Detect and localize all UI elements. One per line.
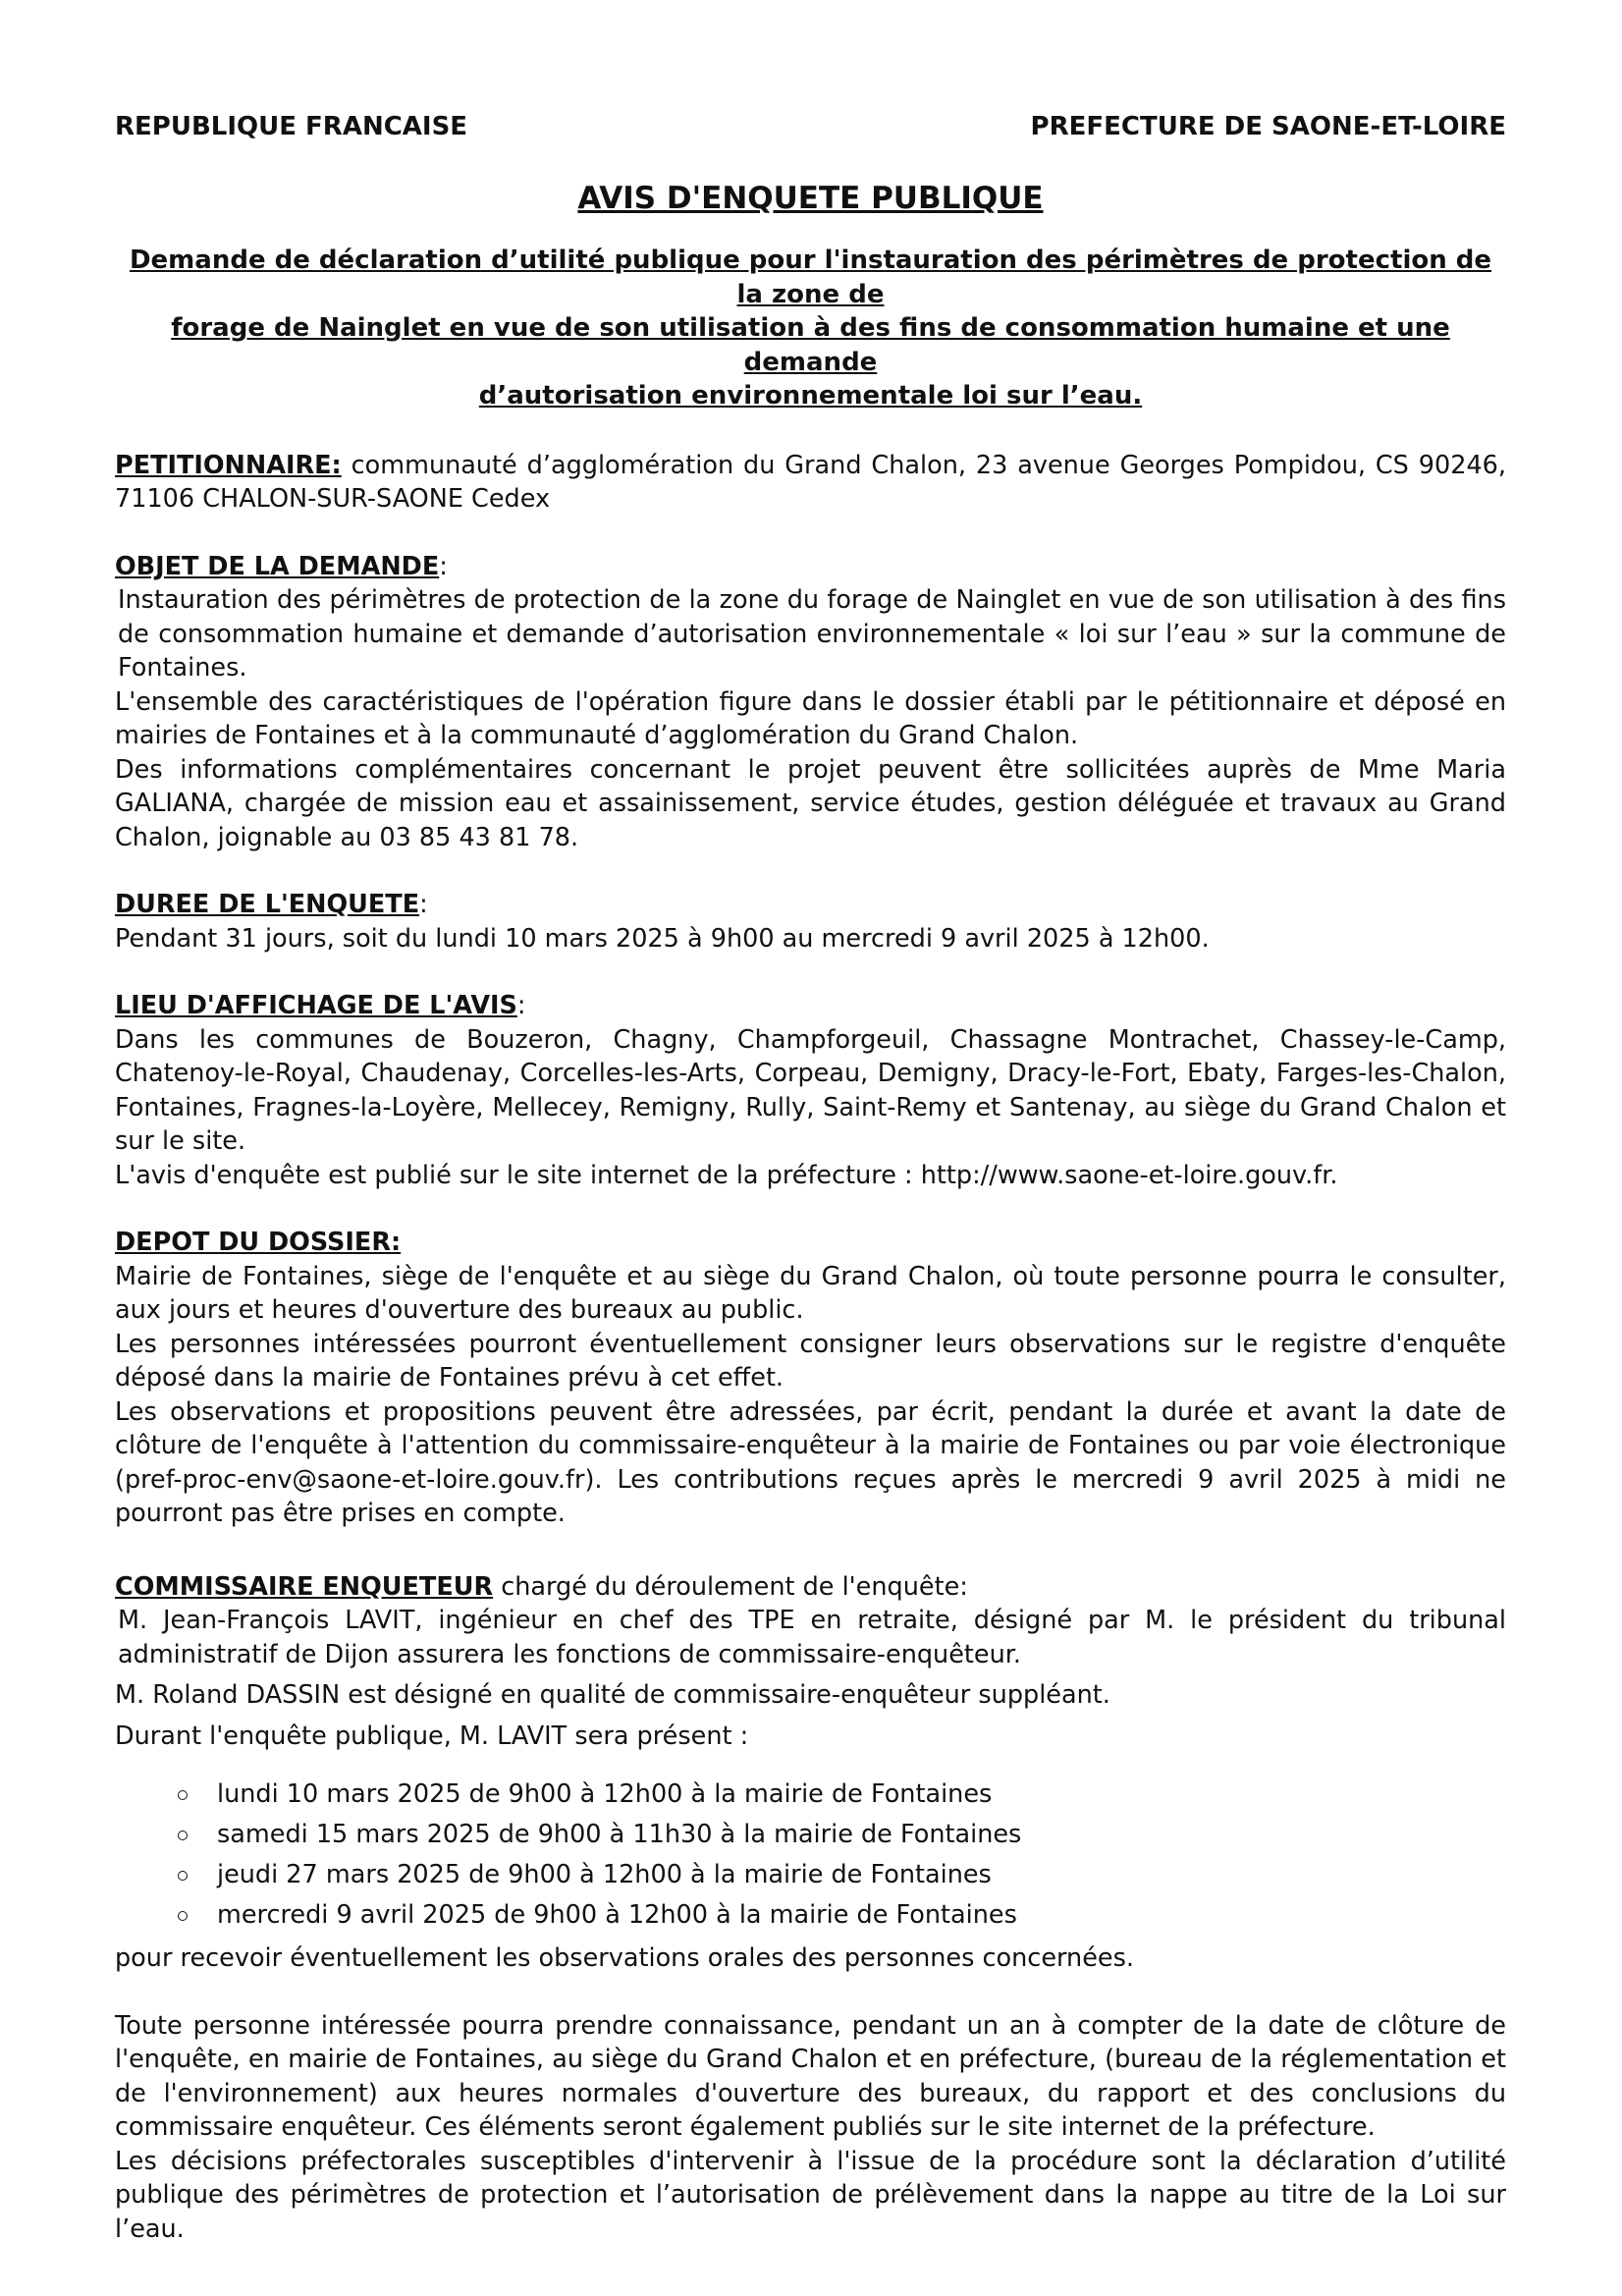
depot-paragraph-2: Les personnes intéressées pourront éventuellement consigner leurs observations sur le registre d'enquête déposé dans la mairie de Fontaines prévu à cet effet.: [115, 1329, 1506, 1393]
subtitle-line-2: forage de Nainglet en vue de son utilisation à des fins de consommation humaine et une demande: [171, 313, 1450, 377]
section-closing: [115, 2009, 1506, 2247]
section-commissaire: [115, 1570, 1506, 1976]
commissaire-paragraph-1: M. Jean-François LAVIT, ingénieur en chef des TPE en retraite, désigné par M. le président du tribunal administratif de Dijon assurera les fonctions de commissaire-enquêteur.: [118, 1606, 1506, 1669]
duree-colon: :: [419, 890, 428, 919]
section-depot: [115, 1226, 1506, 1531]
objet-paragraph-3: Des informations complémentaires concernant le projet peuvent être sollicitées auprès de Mme Maria GALIANA, chargée de mission eau et assainissement, service études, gestion déléguée et travaux au Grand Chalon, joignable au 03 85 43 81 78.: [115, 754, 1506, 852]
commissaire-paragraph-2: M. Roland DASSIN est désigné en qualité de commissaire-enquêteur suppléant.: [115, 1680, 1110, 1710]
schedule-item: mercredi 9 avril 2025 de 9h00 à 12h00 à la mairie de Fontaines: [217, 1895, 1506, 1936]
commissaire-label: COMMISSAIRE ENQUETEUR: [115, 1571, 494, 1602]
schedule-item: samedi 15 mars 2025 de 9h00 à 11h30 à la mairie de Fontaines: [217, 1815, 1506, 1855]
document-header: [115, 110, 1506, 143]
objet-paragraph-1: Instauration des périmètres de protection de la zone du forage de Nainglet en vue de son utilisation à des fins de consommation humaine et demande d’autorisation environnementale « loi sur l’eau » sur la commune de Fontaines.: [118, 585, 1506, 683]
objet-paragraph-2: L'ensemble des caractéristiques de l'opération figure dans le dossier établi par le pétitionnaire et déposé en mairies de Fontaines et à la communauté d’agglomération du Grand Chalon.: [115, 686, 1506, 750]
petitionnaire-label: PETITIONNAIRE:: [115, 450, 342, 480]
petitionnaire-text: communauté d’agglomération du Grand Chalon, 23 avenue Georges Pompidou, CS 90246, 71106 CHALON-SUR-SAONE Cedex: [115, 450, 1507, 514]
commissaire-label-rest: chargé du déroulement de l'enquête:: [493, 1571, 968, 1602]
depot-paragraph-1: Mairie de Fontaines, siège de l'enquête et au siège du Grand Chalon, où toute personne pourra le consulter, aux jours et heures d'ouverture des bureaux au public.: [115, 1261, 1506, 1325]
document-subtitle: [115, 244, 1506, 413]
lieu-colon: :: [516, 991, 526, 1020]
subtitle-line-3: d’autorisation environnementale loi sur l’eau.: [478, 381, 1143, 410]
document-title: AVIS D'ENQUETE PUBLIQUE: [577, 181, 1044, 216]
section-petitionnaire: [115, 449, 1506, 517]
section-duree: [115, 888, 1506, 956]
objet-label: OBJET DE LA DEMANDE: [115, 551, 440, 581]
duree-text: Pendant 31 jours, soit du lundi 10 mars 2025 à 9h00 au mercredi 9 avril 2025 à 12h00.: [115, 923, 1210, 954]
lieu-paragraph-1: Dans les communes de Bouzeron, Chagny, Champforgeuil, Chassagne Montrachet, Chassey-le-Camp, Chatenoy-le-Royal, Chaudenay, Corcelles-les-Arts, Corpeau, Demigny, Dracy-le-Fort, Ebaty, Farges-les-Chalon, Fontaines, Fragnes-la-Loyère, Mellecey, Remigny, Rully, Saint-Remy et Santenay, au siège du Grand Chalon et sur le site.: [115, 1024, 1506, 1156]
depot-label: DEPOT DU DOSSIER:: [115, 1228, 402, 1257]
closing-paragraph-1: Toute personne intéressée pourra prendre connaissance, pendant un an à compter de la date de clôture de l'enquête, en mairie de Fontaines, au siège du Grand Chalon et en préfecture, (bureau de la réglementation et de l'environnement) aux heures normales d'ouverture des bureaux, du rapport et des conclusions du commissaire enquêteur. Ces éléments seront également publiés sur le site internet de la préfecture.: [115, 2010, 1506, 2142]
schedule-item: lundi 10 mars 2025 de 9h00 à 12h00 à la mairie de Fontaines: [217, 1775, 1506, 1815]
commissaire-after-text: pour recevoir éventuellement les observations orales des personnes concernées.: [115, 1943, 1134, 1973]
closing-paragraph-2: Les décisions préfectorales susceptibles d'intervenir à l'issue de la procédure sont la déclaration d’utilité publique des périmètres de protection et l’autorisation de prélèvement dans la nappe au titre de la Loi sur l’eau.: [115, 2146, 1506, 2244]
section-lieu: [115, 989, 1506, 1192]
subtitle-line-1: Demande de déclaration d’utilité publique pour l'instauration des périmètres de protection de la zone de: [129, 246, 1492, 309]
section-objet: [115, 550, 1506, 855]
commissaire-paragraph-3: Durant l'enquête publique, M. LAVIT sera présent :: [115, 1721, 749, 1751]
objet-colon: :: [439, 551, 448, 581]
lieu-label: LIEU D'AFFICHAGE DE L'AVIS: [115, 991, 517, 1020]
duree-label: DUREE DE L'ENQUETE: [115, 890, 420, 919]
header-republique: REPUBLIQUE FRANCAISE: [115, 112, 468, 141]
schedule-item: jeudi 27 mars 2025 de 9h00 à 12h00 à la mairie de Fontaines: [217, 1855, 1506, 1895]
lieu-paragraph-2: L'avis d'enquête est publié sur le site internet de la préfecture : http://www.saone-et-loire.gouv.fr.: [115, 1160, 1338, 1190]
depot-paragraph-3: Les observations et propositions peuvent être adressées, par écrit, pendant la durée et avant la date de clôture de l'enquête à l'attention du commissaire-enquêteur à la mairie de Fontaines ou par voie électronique (pref-proc-env@saone-et-loire.gouv.fr). Les contributions reçues après le mercredi 9 avril 2025 à midi ne pourront pas être prises en compte.: [115, 1396, 1506, 1528]
header-prefecture: PREFECTURE DE SAONE-ET-LOIRE: [1030, 112, 1506, 141]
presence-schedule-list: [115, 1775, 1506, 1936]
